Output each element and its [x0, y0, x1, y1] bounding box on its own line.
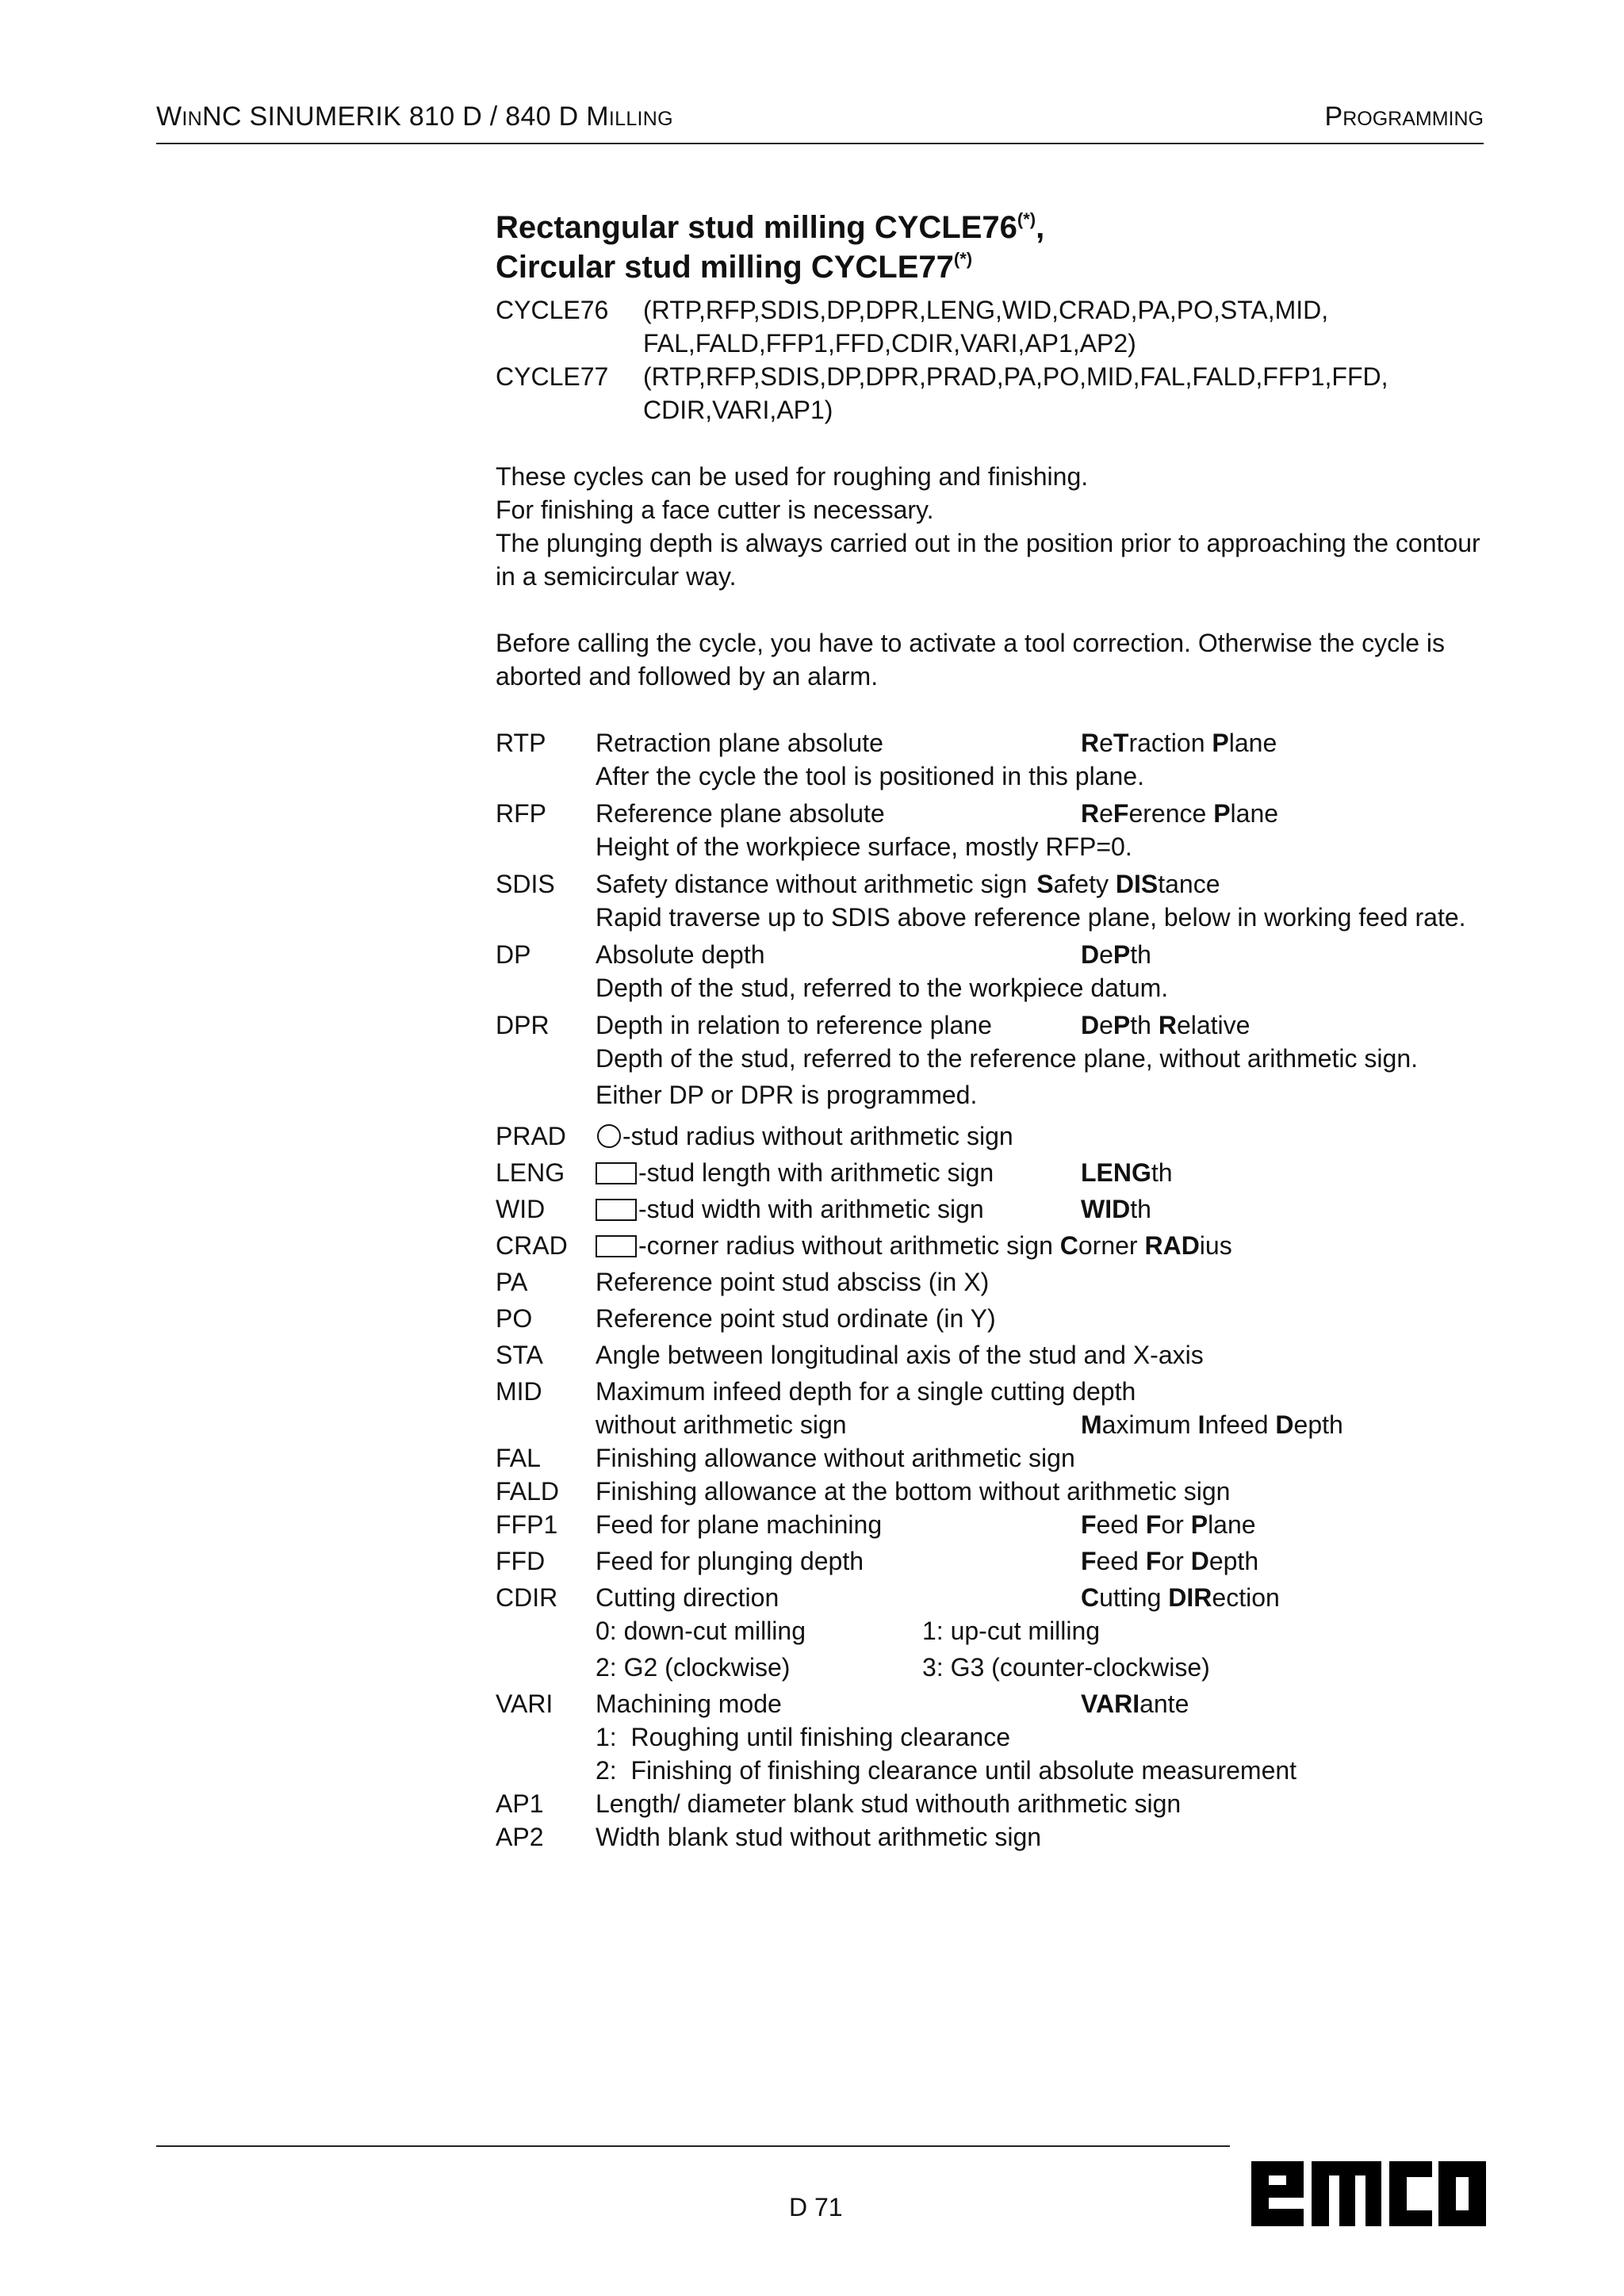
page-number: D 71: [789, 2193, 843, 2221]
param-ap2: AP2 Width blank stud without arithmetic sign: [496, 1823, 1042, 1851]
header-rule: [156, 143, 1484, 144]
mnemonic: WIDth: [1081, 1195, 1151, 1223]
param-wid: WID -stud width with arithmetic sign WIDth: [496, 1192, 1484, 1226]
param-pa: PA Reference point stud absciss (in X): [496, 1268, 990, 1296]
mnemonic: Safety DIStance: [1036, 870, 1220, 898]
param-dpr: DPR Depth in relation to reference plane DePth Relative Depth of the stud, referred to the reference plane, without arithmetic sign. Either DP or DPR is programmed.: [496, 1008, 1484, 1112]
param-ap1: AP1 Length/ diameter blank stud withouth arithmetic sign: [496, 1789, 1182, 1818]
param-fal: FAL Finishing allowance without arithmetic sign: [496, 1444, 1075, 1472]
mnemonic: Corner RADius: [1059, 1231, 1232, 1260]
param-ffd: FFD Feed for plunging depth Feed For Depth: [496, 1544, 1484, 1578]
param-mid: MID Maximum infeed depth for a single cutting depth without arithmetic sign Maximum Infeed Depth: [496, 1375, 1484, 1441]
header-section: PROGRAMMING: [1324, 101, 1484, 132]
param-sdis: SDIS Safety distance without arithmetic sign Safety DIStance Rapid traverse up to SDIS above reference plane, below in working feed rate.: [496, 867, 1484, 934]
cycle-syntax-cycle77: CYCLE77 (RTP,RFP,SDIS,DP,DPR,PRAD,PA,PO,MID,FAL,FALD,FFP1,FFD, CDIR,VARI,AP1): [496, 362, 1388, 424]
mnemonic: Cutting DIRection: [1081, 1583, 1280, 1612]
header-title: WINNC SINUMERIK 810 D / 840 D MILLING: [156, 101, 673, 132]
param-sta: STA Angle between longitudinal axis of the stud and X-axis: [496, 1341, 1204, 1369]
param-rtp: RTP Retraction plane absolute ReTraction Plane After the cycle the tool is positioned in this plane.: [496, 726, 1484, 793]
param-vari: VARI Machining mode VARIante 1: Roughing until finishing clearance 2: Finishing of finishing clearance until absolute measurement: [496, 1687, 1484, 1787]
mnemonic: ReFerence Plane: [1081, 799, 1279, 828]
param-dp: DP Absolute depth DePth Depth of the stud, referred to the workpiece datum.: [496, 938, 1484, 1004]
mnemonic: DePth: [1081, 940, 1151, 969]
main-content: [496, 208, 1484, 1854]
rectangle-icon: [596, 1162, 637, 1184]
param-leng: LENG -stud length with arithmetic sign LENGth: [496, 1156, 1484, 1189]
footer-rule: [156, 2145, 1230, 2147]
mnemonic: ReTraction Plane: [1081, 729, 1277, 757]
cycle-syntax-cycle76: CYCLE76 (RTP,RFP,SDIS,DP,DPR,LENG,WID,CRAD,PA,PO,STA,MID, FAL,FALD,FFP1,FFD,CDIR,VARI,AP1,AP2): [496, 296, 1329, 358]
mnemonic: Maximum Infeed Depth: [1081, 1410, 1343, 1439]
param-prad: PRAD -stud radius without arithmetic sign: [496, 1122, 1013, 1150]
mnemonic: VARIante: [1081, 1689, 1189, 1718]
mnemonic: LENGth: [1081, 1158, 1173, 1187]
param-fald: FALD Finishing allowance at the bottom without arithmetic sign: [496, 1477, 1231, 1506]
tool-correction-note: Before calling the cycle, you have to activate a tool correction. Otherwise the cycle is aborted and followed by an alarm.: [496, 629, 1446, 691]
circle-icon: [597, 1124, 621, 1148]
param-rfp: RFP Reference plane absolute ReFerence Plane Height of the workpiece surface, mostly RFP=0.: [496, 797, 1484, 863]
mnemonic: Feed For Plane: [1081, 1510, 1256, 1539]
intro-text: These cycles can be used for roughing and finishing. For finishing a face cutter is necessary. The plunging depth is always carried out in the position prior to approaching the contour in a semicircular way.: [496, 462, 1480, 591]
param-cdir: CDIR Cutting direction Cutting DIRection 0: down-cut milling 1: up-cut milling 2: G2 (clockwise) 3: G3 (counter-clockwise): [496, 1581, 1484, 1684]
param-ffp1: FFP1 Feed for plane machining Feed For Plane: [496, 1508, 1484, 1541]
parameter-list: [496, 726, 1484, 1854]
mnemonic: DePth Relative: [1081, 1011, 1251, 1039]
emco-logo: [1251, 2155, 1486, 2226]
param-crad: CRAD -corner radius without arithmetic sign Corner RADius: [496, 1229, 1484, 1262]
param-po: PO Reference point stud ordinate (in Y): [496, 1304, 996, 1333]
rectangle-icon: [596, 1199, 637, 1221]
rectangle-icon: [596, 1235, 637, 1257]
page-title: Rectangular stud milling CYCLE76(*), Circular stud milling CYCLE77(*): [496, 209, 1045, 285]
mnemonic: Feed For Depth: [1081, 1547, 1259, 1575]
